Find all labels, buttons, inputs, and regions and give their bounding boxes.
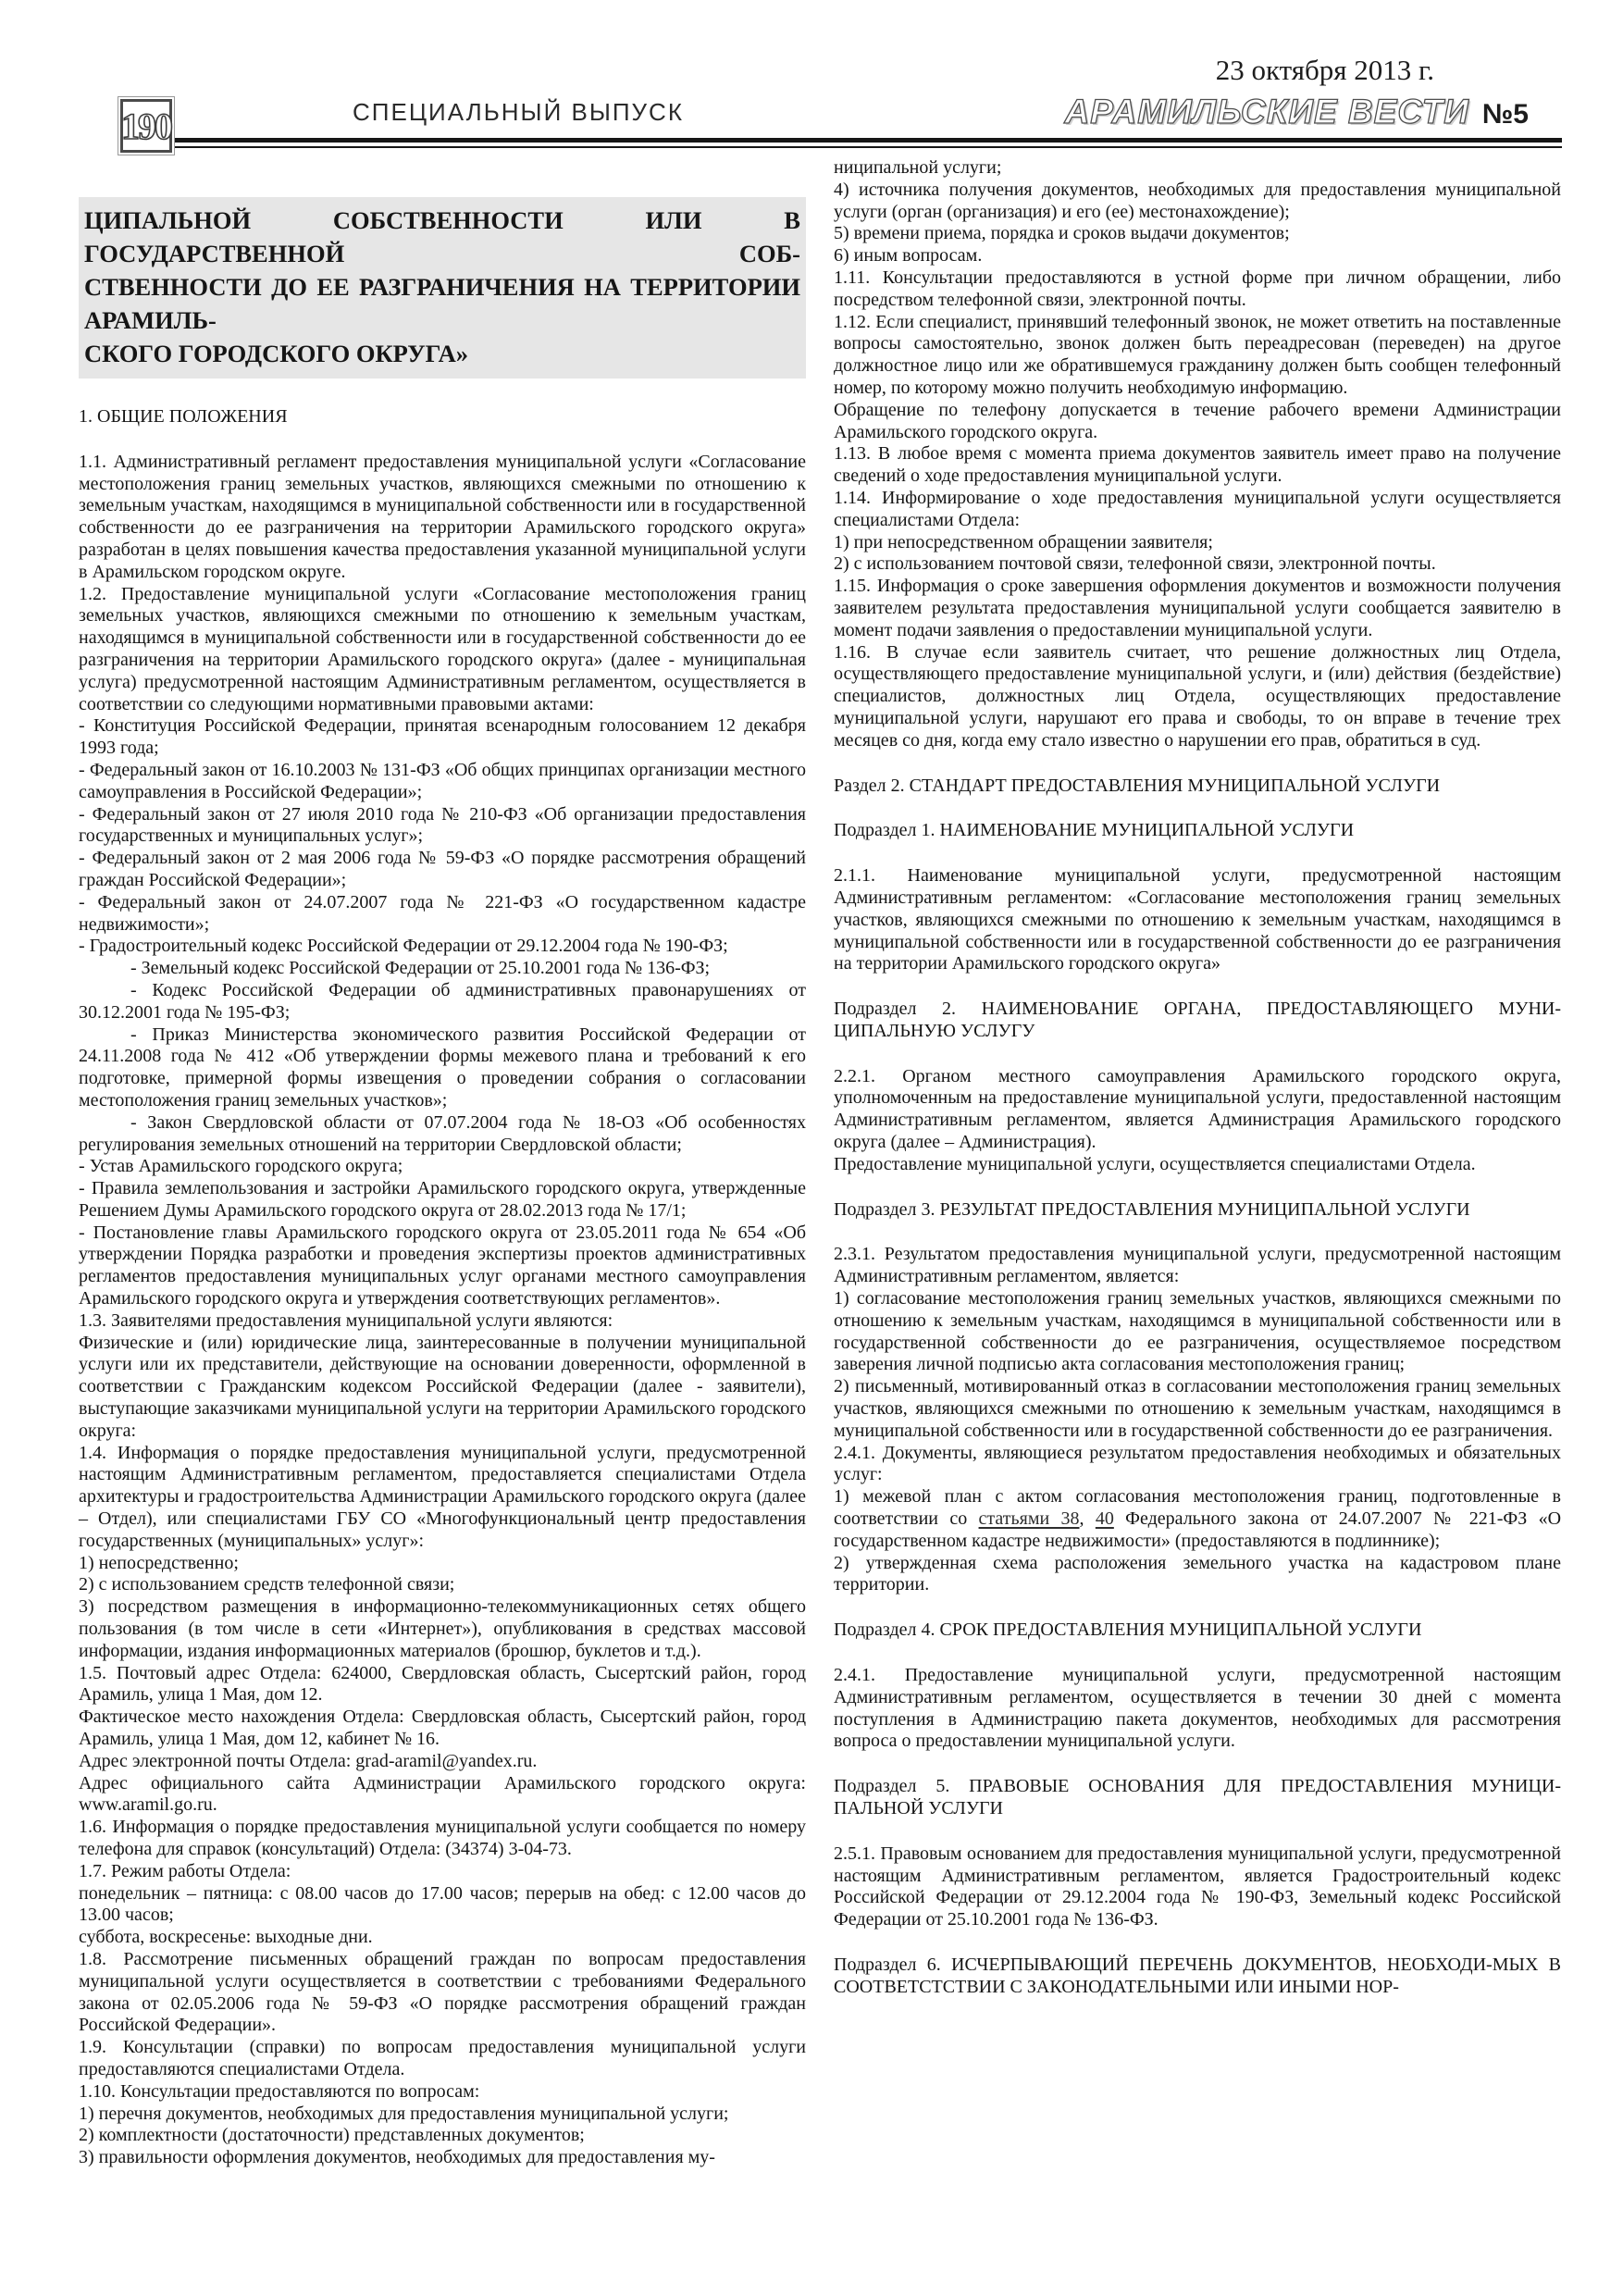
page-number: 190 xyxy=(121,105,171,147)
paragraph: 1.16. В случае если заявитель считает, что решение должностных лиц Отдела, осуществляющего предоставление муниципальной услуги, и (или) действия (бездействие) специалистов, должностных лиц Отдела, осуществляющих предоставление муниципальной услуги, нарушают его права и свободы, то он вправе в течение трех месяцев со дня, когда ему стало известно о нарушении его прав, обратиться в суд. xyxy=(834,641,1561,751)
masthead-title: АРАМИЛЬСКИЕ ВЕСТИ xyxy=(1064,93,1469,130)
article-title-highlight xyxy=(79,197,806,379)
paragraph: - Федеральный закон от 16.10.2003 № 131-ФЗ «Об общих принципах организации местного самоуправления в Российской Федерации»; xyxy=(79,759,806,802)
paragraph: - Конституция Российской Федерации, принятая всенародным голосованием 12 декабря 1993 года; xyxy=(79,715,806,759)
paragraph: 2) комплектности (достаточности) представленных документов; xyxy=(79,2125,585,2146)
paragraph: Предоставление муниципальной услуги, осуществляется специалистами Отдела. xyxy=(834,1153,1476,1174)
paragraph: 1.4. Информация о порядке предоставления муниципальной услуги, предусмотренной настоящим Административным регламентом, предоставляется специалистами Отдела архитектуры и градостроительства Администрации Арамильского городского округа (далее – Отдел), или специалистами ГБУ СО «Многофункциональный центр предоставления государственных (муниципальных» услуг»: xyxy=(79,1442,806,1551)
statute-link[interactable]: статьями 38 xyxy=(978,1508,1080,1530)
paragraph: Адрес электронной почты Отдела: grad-aramil@yandex.ru. xyxy=(79,1750,538,1771)
section-heading: Подраздел 6. ИСЧЕРПЫВАЮЩИЙ ПЕРЕЧЕНЬ ДОКУМЕНТОВ, НЕОБХОДИ-МЫХ В СООТВЕТСТСТВИИ С ЗАКОНОДАТЕЛЬНЫМИ ИЛИ ИНЫМИ НОР- xyxy=(834,1954,1561,1997)
paragraph: 2.1.1. Наименование муниципальной услуги, предусмотренной настоящим Административным регламентом: «Согласование местоположения границ земельных участков, являющихся смежными по отношению к земельным участкам, находящимся в муниципальной собственности или в государственной собственности до ее разграничения на территории Арамильского городского округа» xyxy=(834,865,1561,974)
paragraph: - Закон Свердловской области от 07.07.2004 года № 18-ОЗ «Об особенностях регулирования земельных отношений на территории Свердловской области; xyxy=(79,1111,806,1155)
paragraph: 1) непосредственно; xyxy=(79,1552,239,1573)
paragraph: 1.13. В любое время с момента приема документов заявитель имеет право на получение сведений о ходе предоставления муниципальной услуги. xyxy=(834,443,1561,487)
issue-number: №5 xyxy=(1481,99,1529,130)
paragraph: - Федеральный закон от 27 июля 2010 года № 210-ФЗ «Об организации предоставления государственных и муниципальных услуг»; xyxy=(79,803,806,847)
section-heading: 1. ОБЩИЕ ПОЛОЖЕНИЯ xyxy=(79,406,288,427)
section-heading: Раздел 2. СТАНДАРТ ПРЕДОСТАВЛЕНИЯ МУНИЦИПАЛЬНОЙ УСЛУГИ xyxy=(834,775,1441,796)
page-number-frame xyxy=(120,99,172,153)
paragraph: - Кодекс Российской Федерации об административных правонарушениях от 30.12.2001 года № 195-ФЗ; xyxy=(79,979,806,1023)
paragraph: 2) письменный, мотивированный отказ в согласовании местоположения границ земельных участков, являющихся смежными по отношению к земельным участкам, находящимся в муниципальной собственности или в государственной собственности до ее разграничения. xyxy=(834,1376,1561,1441)
statute-link[interactable]: 40 xyxy=(1095,1508,1114,1530)
section-heading: Подраздел 5. ПРАВОВЫЕ ОСНОВАНИЯ ДЛЯ ПРЕДОСТАВЛЕНИЯ МУНИЦИ-ПАЛЬНОЙ УСЛУГИ xyxy=(834,1776,1561,1818)
paragraph: 1.7. Режим работы Отдела: xyxy=(79,1860,291,1881)
paragraph: 3) посредством размещения в информационно-телекоммуникационных сетях общего пользования (в том числе в сети «Интернет»), опубликования в средствах массовой информации, издания информационных материалов (брошюр, буклетов и т.д.). xyxy=(79,1596,806,1661)
paragraph: Обращение по телефону допускается в течение рабочего времени Администрации Арамильского городского округа. xyxy=(834,399,1561,442)
paragraph: 2) с использованием почтовой связи, телефонной связи, электронной почты. xyxy=(834,553,1436,575)
paragraph: 1.1. Административный регламент предоставления муниципальной услуги «Согласование местоположения границ земельных участков, являющихся смежными по отношению к земельным участкам, находящимся в муниципальной собственности или в государственной собственности до ее разграничения на территории Арамильского городского округа» разработан в целях повышения качества предоставления указанной муниципальной услуги в Арамильском городском округе. xyxy=(79,451,806,582)
paragraph: 2.5.1. Правовым основанием для предоставления муниципальной услуги, предусмотренной настоящим Административным регламентом, является Градостроительный кодекс Российской Федерации от 29.12.2004 года № 190-ФЗ, Земельный кодекс Российской Федерации от 25.10.2001 года № 136-ФЗ. xyxy=(834,1843,1561,1930)
section-heading: Подраздел 3. РЕЗУЛЬТАТ ПРЕДОСТАВЛЕНИЯ МУНИЦИПАЛЬНОЙ УСЛУГИ xyxy=(834,1198,1470,1220)
paragraph: - Приказ Министерства экономического развития Российской Федерации от 24.11.2008 года № 412 «Об утверждении формы межевого плана и требований к его подготовке, примерной формы извещения о проведении собрания о согласовании местоположения границ земельных участков»; xyxy=(79,1024,806,1111)
paragraph: - Постановление главы Арамильского городского округа от 23.05.2011 года № 654 «Об утверждении Порядка разработки и проведения экспертизы проектов административных регламентов предоставления муниципальных услуг органами местного самоуправления Арамильского городского округа и утверждения соответствующих регламентов». xyxy=(79,1222,806,1309)
issue-date: 23 октября 2013 г. xyxy=(1215,54,1434,86)
paragraph: 2.4.1. Документы, являющиеся результатом предоставления необходимых и обязательных услуг: xyxy=(834,1442,1561,1485)
paragraph: 1.10. Консультации предоставляются по вопросам: xyxy=(79,2080,480,2102)
page-number-box xyxy=(118,96,175,155)
paragraph: - Земельный кодекс Российской Федерации от 25.10.2001 года № 136-ФЗ; xyxy=(130,958,711,979)
paragraph: 1) согласование местоположения границ земельных участков, являющихся смежными по отношению к земельным участкам, находящимся в муниципальной собственности или в государственной собственности до ее разграничения, осуществляемое посредством заверения личной подписью акта согласования местоположения границ; xyxy=(834,1288,1561,1375)
paragraph: 2.3.1. Результатом предоставления муниципальной услуги, предусмотренной настоящим Административным регламентом, является: xyxy=(834,1244,1561,1287)
paragraph: 1.6. Информация о порядке предоставления муниципальной услуги сообщается по номеру телефона для справок (консультаций) Отдела: (34374) 3-04-73. xyxy=(79,1817,806,1859)
paragraph: 6) иным вопросам. xyxy=(834,245,983,267)
paragraph: 1.8. Рассмотрение письменных обращений граждан по вопросам предоставления муниципальной услуги осуществляется в соответствии с требованиями Федерального закона от 02.05.2006 года № 59-ФЗ «О порядке рассмотрения обращений граждан Российской Федерации». xyxy=(79,1948,806,2036)
paragraph: Фактическое место нахождения Отдела: Свердловская область, Сысертский район, город Арамиль, улица 1 Мая, дом 12, кабинет № 16. xyxy=(79,1706,806,1750)
section-heading: Подраздел 4. СРОК ПРЕДОСТАВЛЕНИЯ МУНИЦИПАЛЬНОЙ УСЛУГИ xyxy=(834,1620,1422,1641)
paragraph: 1.12. Если специалист, принявший телефонный звонок, не может ответить на поставленные вопросы самостоятельно, звонок должен быть переадресован (переведен) на другое должностное лицо или же обратившемуся гражданину должен быть сообщен телефонный номер, по которому можно получить необходимую информацию. xyxy=(834,311,1561,398)
paragraph: - Градостроительный кодекс Российской Федерации от 29.12.2004 года № 190-ФЗ; xyxy=(79,936,728,957)
paragraph: 1) при непосредственном обращении заявителя; xyxy=(834,531,1213,552)
paragraph: 3) правильности оформления документов, необходимых для предоставления му- xyxy=(79,2147,715,2168)
paragraph: Физические и (или) юридические лица, заинтересованные в получении муниципальной услуги или их представители, действующие на основании доверенности, оформленной в соответствии с Гражданским кодексом Российской Федерации (далее - заявители), выступающие заказчиками муниципальной услуги на территории Арамильского городского округа: xyxy=(79,1332,806,1441)
paragraph: 1.9. Консультации (справки) по вопросам предоставления муниципальной услуги предоставляются специалистами Отдела. xyxy=(79,2037,806,2079)
left-column xyxy=(79,197,806,2169)
section-heading: Подраздел 2. НАИМЕНОВАНИЕ ОРГАНА, ПРЕДОСТАВЛЯЮЩЕГО МУНИ-ЦИПАЛЬНУЮ УСЛУГУ xyxy=(834,999,1561,1041)
masthead xyxy=(962,93,1529,131)
header-divider-rule xyxy=(172,138,1562,148)
paragraph: 5) времени приема, порядка и сроков выдачи документов; xyxy=(834,223,1290,244)
article-title-line: СТВЕННОСТИ ДО ЕЕ РАЗГРАНИЧЕНИЯ НА ТЕРРИТОРИИ АРАМИЛЬ- xyxy=(84,273,800,334)
paragraph: - Федеральный закон от 2 мая 2006 года № 59-ФЗ «О порядке рассмотрения обращений граждан Российской Федерации»; xyxy=(79,848,806,890)
paragraph: 2) с использованием средств телефонной связи; xyxy=(79,1574,455,1595)
paragraph: 2.2.1. Органом местного самоуправления Арамильского городского округа, уполномоченным на предоставление муниципальной услуги, предоставленной настоящим Административным регламентом, является Администрация Арамильского городского округа (далее – Администрация). xyxy=(834,1065,1561,1153)
section-heading: Подраздел 1. НАИМЕНОВАНИЕ МУНИЦИПАЛЬНОЙ УСЛУГИ xyxy=(834,820,1355,841)
right-column xyxy=(834,157,1561,2022)
paragraph: 1.2. Предоставление муниципальной услуги «Согласование местоположения границ земельных участков, являющихся смежными по отношению к земельным участкам, находящимся в муниципальной собственности или в государственной собственности до ее разграничения на территории Арамильского городского округа» (далее - муниципальная услуга) предусмотренной настоящим Административным регламентом, осуществляется в соответствии со следующими нормативными правовыми актами: xyxy=(79,583,806,714)
paragraph: 2.4.1. Предоставление муниципальной услуги, предусмотренной настоящим Административным регламентом, осуществляется в течении 30 дней с момента поступления в Администрацию пакета документов, необходимых для рассмотрения вопроса о предоставлении муниципальной услуги. xyxy=(834,1665,1561,1752)
article-title-line: СКОГО ГОРОДСКОГО ОКРУГА» xyxy=(84,340,469,367)
paragraph: Адрес официального сайта Администрации Арамильского городского округа: www.aramil.go.ru. xyxy=(79,1772,806,1816)
paragraph: 1.15. Информация о сроке завершения оформления документов и возможности получения заявителем результата предоставления муниципальной услуги сообщается заявителю в момент подачи заявления о предоставлении муниципальной услуги. xyxy=(834,576,1561,640)
text-segment: 1) межевой план с актом согласования местоположения границ, подготовленные в соответствии со xyxy=(834,1486,1561,1530)
paragraph: ниципальной услуги; xyxy=(834,157,1002,178)
edition-label: СПЕЦИАЛЬНЫЙ ВЫПУСК xyxy=(353,98,684,126)
paragraph: - Устав Арамильского городского округа; xyxy=(79,1156,403,1177)
paragraph: 1.5. Почтовый адрес Отдела: 624000, Свердловская область, Сысертский район, город Арамиль, улица 1 Мая, дом 12. xyxy=(79,1662,806,1706)
paragraph: 4) источника получения документов, необходимых для предоставления муниципальной услуги (орган (организация) и его (ее) местонахождение); xyxy=(834,179,1561,222)
paragraph xyxy=(834,1486,1561,1552)
paragraph: 1.14. Информирование о ходе предоставления муниципальной услуги осуществляется специалистами Отдела: xyxy=(834,487,1561,530)
paragraph: понедельник – пятница: с 08.00 часов до 17.00 часов; перерыв на обед: с 12.00 часов до 13.00 часов; xyxy=(79,1882,806,1926)
paragraph: 2) утвержденная схема расположения земельного участка на кадастровом плане территории. xyxy=(834,1552,1561,1595)
paragraph: - Федеральный закон от 24.07.2007 года № 221-ФЗ «О государственном кадастре недвижимости»; xyxy=(79,891,806,935)
text-segment: Федерального закона от 24.07.2007 № 221-ФЗ «О государственном кадастре недвижимости» (предоставляются в подлиннике); xyxy=(834,1508,1562,1551)
paragraph: суббота, воскресенье: выходные дни. xyxy=(79,1927,373,1948)
paragraph: 1.3. Заявителями предоставления муниципальной услуги являются: xyxy=(79,1309,613,1331)
paragraph: 1.11. Консультации предоставляются в устной форме при личном обращении, либо посредством телефонной связи, электронной почты. xyxy=(834,267,1561,310)
text-segment: , xyxy=(1079,1508,1096,1530)
article-title-line: ЦИПАЛЬНОЙ СОБСТВЕННОСТИ ИЛИ В ГОСУДАРСТВЕННОЙ СОБ- xyxy=(84,206,800,267)
paragraph: - Правила землепользования и застройки Арамильского городского округа, утвержденные Решением Думы Арамильского городского округа от 28.02.2013 года № 17/1; xyxy=(79,1178,806,1221)
paragraph: 1) перечня документов, необходимых для предоставления муниципальной услуги; xyxy=(79,2103,729,2124)
